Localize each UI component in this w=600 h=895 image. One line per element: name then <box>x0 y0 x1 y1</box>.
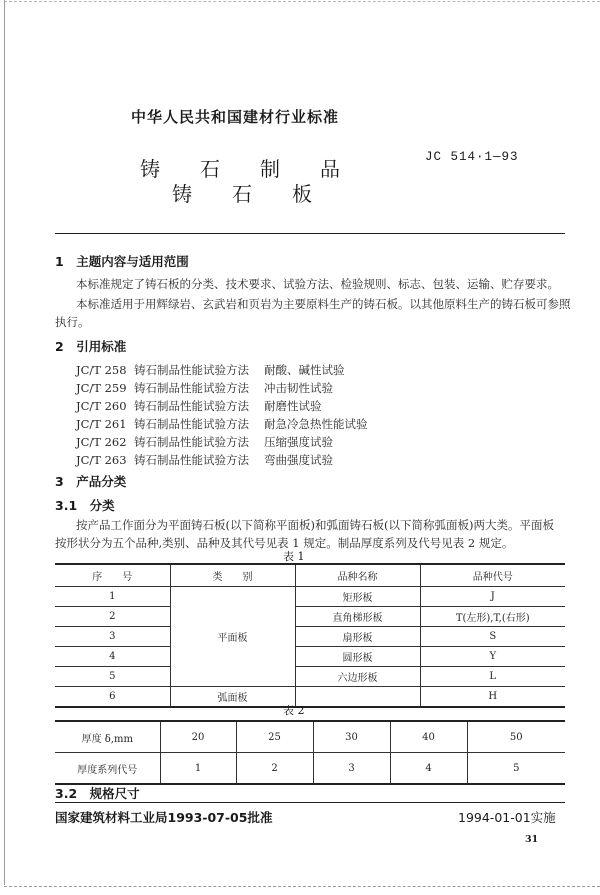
cell-code: Y <box>420 647 565 667</box>
scan-border-left <box>4 0 5 885</box>
table-row-thickness <box>55 721 565 753</box>
cell-thickness: 40 <box>390 721 467 753</box>
reference-item <box>76 362 345 378</box>
cell-series-code: 1 <box>160 753 236 785</box>
ref-method: 铸石制品性能试验方法 <box>134 453 249 467</box>
title-char: 制 <box>260 157 280 181</box>
title-char: 石 <box>232 182 252 206</box>
ref-method: 铸石制品性能试验方法 <box>134 417 249 431</box>
footer-divider <box>55 802 565 803</box>
table-row <box>55 587 565 607</box>
ref-test: 耐酸、碱性试验 <box>264 363 345 377</box>
cell-no: 4 <box>55 647 170 667</box>
ref-code: JC/T 262 <box>76 435 127 449</box>
cell-name: 矩形板 <box>295 587 420 607</box>
scan-border-bottom <box>4 886 600 888</box>
cell-name: 圆形板 <box>295 647 420 667</box>
table-1 <box>55 563 565 708</box>
title-char: 石 <box>200 157 220 181</box>
section-3-2-heading: 3.2 规格尺寸 <box>55 786 140 801</box>
scan-border-top <box>4 1 600 3</box>
section-1-heading: 1 主题内容与适用范围 <box>55 254 189 269</box>
reference-item <box>76 452 333 468</box>
col-header-variety: 品种名称 <box>295 564 420 587</box>
cell-series-code: 5 <box>467 753 565 785</box>
table-row <box>55 687 565 708</box>
doc-title-line2 <box>172 178 352 207</box>
ref-method: 铸石制品性能试验方法 <box>134 399 249 413</box>
col-header-no: 序 号 <box>55 564 170 587</box>
table-row-series-code <box>55 753 565 785</box>
section-2-heading: 2 引用标准 <box>55 339 127 354</box>
cell-no: 1 <box>55 587 170 607</box>
ref-method: 铸石制品性能试验方法 <box>134 381 249 395</box>
cell-category-curved: 弧面板 <box>170 687 295 708</box>
ref-code: JC/T 260 <box>76 399 127 413</box>
ref-test: 耐急冷急热性能试验 <box>264 417 368 431</box>
col-header-category: 类 别 <box>170 564 295 587</box>
reference-item <box>76 434 333 450</box>
ref-test: 冲击韧性试验 <box>264 381 333 395</box>
table-row <box>55 607 565 627</box>
cell-name: 六边形板 <box>295 667 420 687</box>
ref-test: 弯曲强度试验 <box>264 453 333 467</box>
title-char: 铸 <box>140 157 160 181</box>
cell-no: 3 <box>55 627 170 647</box>
cell-category-flat: 平面板 <box>170 587 295 687</box>
cell-no: 2 <box>55 607 170 627</box>
ref-test: 压缩强度试验 <box>264 435 333 449</box>
cell-code: J <box>420 587 565 607</box>
cell-name <box>295 687 420 708</box>
implementation-date: 1994-01-01实施 <box>458 810 556 825</box>
standard-body-title: 中华人民共和国建材行业标准 <box>131 108 340 126</box>
section-1-para1: 本标准规定了铸石板的分类、技术要求、试验方法、检验规则、标志、包装、运输、贮存要求。 <box>76 277 559 291</box>
table-header-row <box>55 564 565 587</box>
cell-name: 扇形板 <box>295 627 420 647</box>
section-3-1-para-cont: 按形状分为五个品种,类别、品种及其代号见表 1 规定。制品厚度系列及代号见表 2 规定。 <box>55 536 514 550</box>
reference-item <box>76 398 322 414</box>
cell-no: 5 <box>55 667 170 687</box>
section-3-heading: 3 产品分类 <box>55 474 127 489</box>
reference-item <box>76 380 333 396</box>
ref-test: 耐磨性试验 <box>264 399 322 413</box>
cell-code: L <box>420 667 565 687</box>
table-2 <box>55 720 565 785</box>
section-1-para2-cont: 执行。 <box>55 315 90 329</box>
cell-thickness: 20 <box>160 721 236 753</box>
cell-code: H <box>420 687 565 708</box>
row-label-thickness: 厚度 δ,mm <box>55 721 160 753</box>
table-row <box>55 667 565 687</box>
ref-code: JC/T 259 <box>76 381 127 395</box>
cell-series-code: 2 <box>236 753 313 785</box>
cell-name: 直角梯形板 <box>295 607 420 627</box>
header-divider <box>55 233 565 234</box>
standard-code: JC 514·1—93 <box>425 150 519 164</box>
section-3-1-para: 按产品工作面分为平面铸石板(以下简称平面板)和弧面铸石板(以下简称弧面板)两大类。平面板 <box>76 518 554 532</box>
col-header-code: 品种代号 <box>420 564 565 587</box>
page-number: 31 <box>525 834 539 845</box>
title-char: 铸 <box>172 182 192 206</box>
ref-method: 铸石制品性能试验方法 <box>134 363 249 377</box>
cell-series-code: 3 <box>313 753 390 785</box>
cell-no: 6 <box>55 687 170 708</box>
table-row <box>55 627 565 647</box>
table-row <box>55 647 565 667</box>
cell-thickness: 30 <box>313 721 390 753</box>
cell-series-code: 4 <box>390 753 467 785</box>
section-3-1-heading: 3.1 分类 <box>55 498 115 513</box>
reference-item <box>76 416 368 432</box>
ref-code: JC/T 263 <box>76 453 127 467</box>
table2-caption: 表 2 <box>283 704 305 717</box>
cell-code: T(左形),T,(右形) <box>420 607 565 627</box>
cell-thickness: 50 <box>467 721 565 753</box>
row-label-series-code: 厚度系列代号 <box>55 753 160 785</box>
table1-caption: 表 1 <box>283 550 305 563</box>
ref-code: JC/T 258 <box>76 363 127 377</box>
title-char: 板 <box>292 182 312 206</box>
title-char: 品 <box>320 157 340 181</box>
cell-code: S <box>420 627 565 647</box>
section-1-para2: 本标准适用于用辉绿岩、玄武岩和页岩为主要原料生产的铸石板。以其他原料生产的铸石板可参照 <box>76 297 571 311</box>
ref-code: JC/T 261 <box>76 417 127 431</box>
cell-thickness: 25 <box>236 721 313 753</box>
approval-line: 国家建筑材料工业局1993-07-05批准 <box>55 810 273 825</box>
ref-method: 铸石制品性能试验方法 <box>134 435 249 449</box>
